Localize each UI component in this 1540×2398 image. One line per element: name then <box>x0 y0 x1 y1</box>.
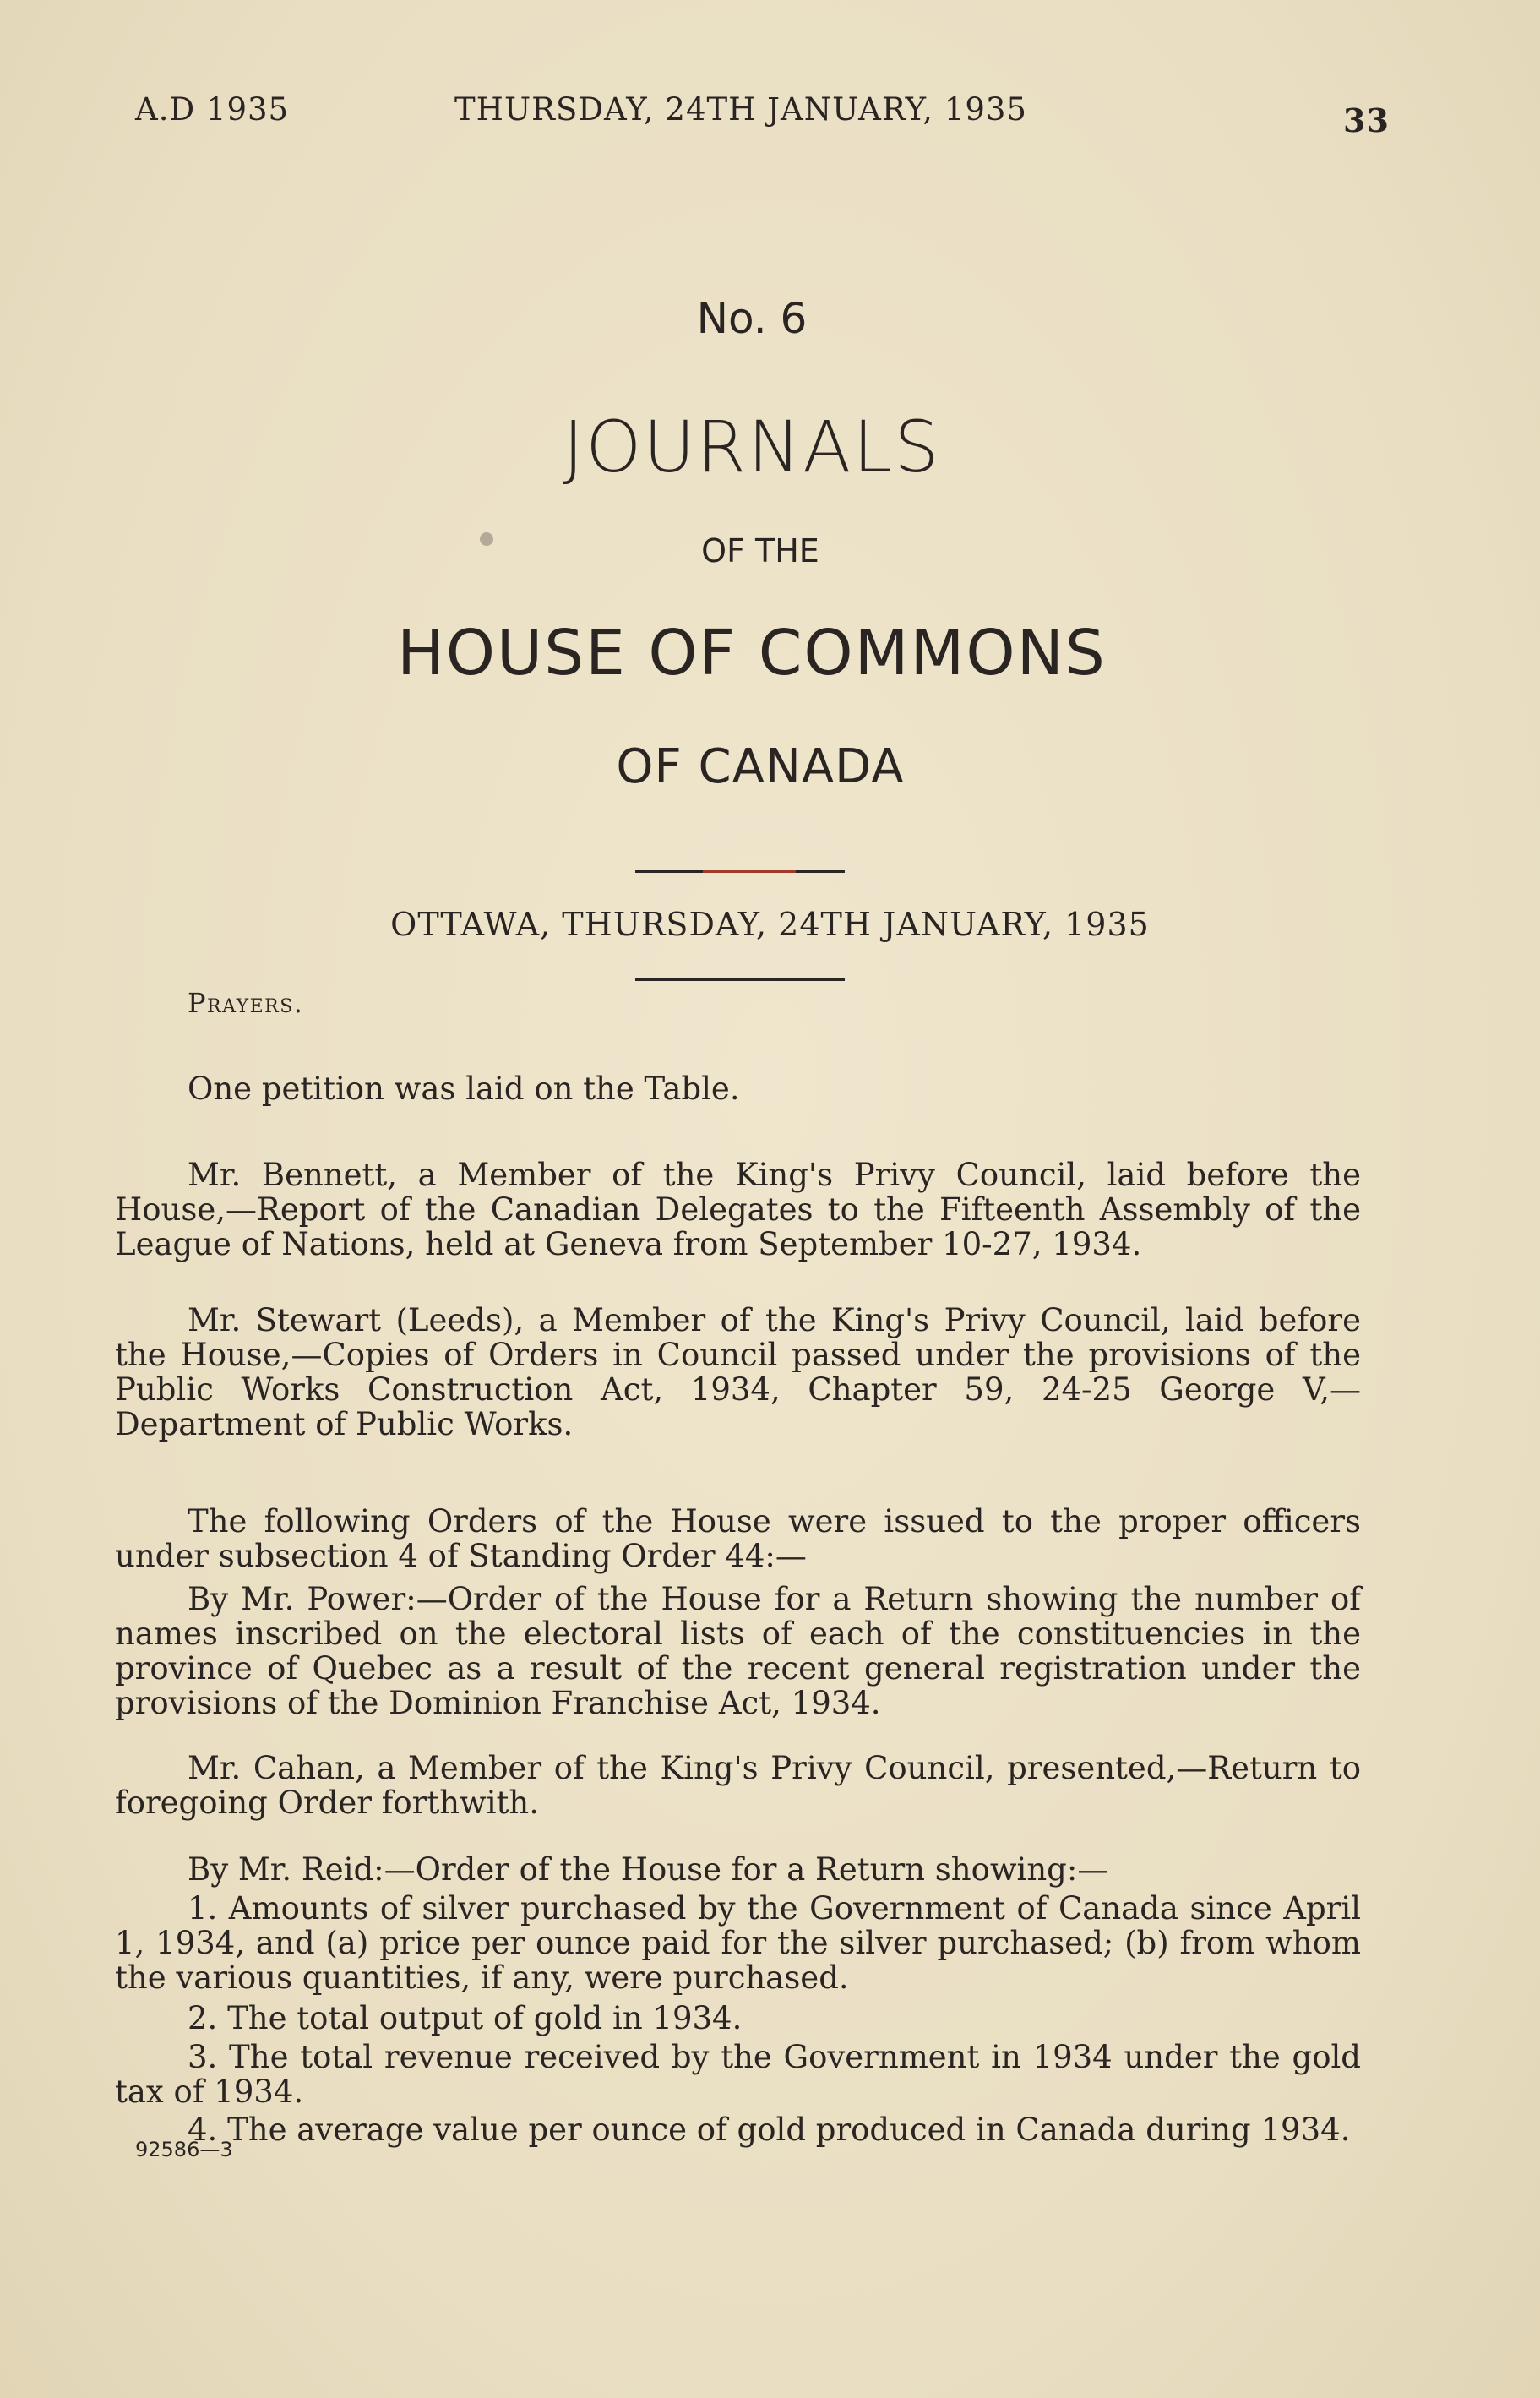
journal-number: No. 6 <box>696 294 808 343</box>
paragraph-cahan <box>115 1751 1361 1820</box>
running-head-year: A.D 1935 <box>135 91 290 128</box>
list-item-4 <box>115 2112 1361 2147</box>
paragraph-text: The following Orders of the House were issued to the proper officers under subsection 4 of Standing Order 44:— <box>115 1503 1361 1574</box>
paragraph-text: By Mr. Reid:—Order of the House for a Return showing:— <box>188 1851 1109 1888</box>
list-item-2 <box>115 2001 1361 2036</box>
paragraph-power <box>115 1582 1361 1720</box>
list-item-3 <box>115 2040 1361 2109</box>
journals-title: JOURNALS <box>563 406 941 488</box>
prayers-heading: Prayers. <box>188 987 304 1019</box>
of-the-line: OF THE <box>701 532 819 570</box>
dateline: OTTAWA, THURSDAY, 24TH JANUARY, 1935 <box>390 906 1150 943</box>
divider-rule-bottom <box>635 978 845 981</box>
paragraph-text: Mr. Cahan, a Member of the King's Privy Council, presented,—Return to foregoing Order forthwith. <box>115 1750 1361 1821</box>
printer-code: 92586—3 <box>135 2138 233 2161</box>
paragraph-text: 1. Amounts of silver purchased by the Government of Canada since April 1, 1934, and (a) price per ounce paid for the silver purchased; (b) from whom the various quantities, if any, were purchased. <box>115 1890 1361 1996</box>
divider-rule-top <box>635 870 845 873</box>
running-head <box>0 91 1540 142</box>
list-item-1 <box>115 1891 1361 1995</box>
of-canada-line: OF CANADA <box>616 739 905 794</box>
paragraph-stewart <box>115 1303 1361 1442</box>
page-number: 33 <box>1343 101 1390 139</box>
paragraph-bennett <box>115 1158 1361 1262</box>
paragraph-text: 2. The total output of gold in 1934. <box>188 2000 743 2036</box>
paragraph-text: 4. The average value per ounce of gold produced in Canada during 1934. <box>188 2112 1351 2148</box>
running-head-date: THURSDAY, 24TH JANUARY, 1935 <box>454 91 1027 128</box>
paragraph-text: One petition was laid on the Table. <box>188 1071 740 1107</box>
house-of-commons-title: HOUSE OF COMMONS <box>397 617 1107 689</box>
paragraph-text: Mr. Stewart (Leeds), a Member of the King's Privy Council, laid before the House,—Copies of Orders in Council passed under the provisions of the Public Works Construction Act, 1934, Chapter 59, 24-25 George V,—Department of Public Works. <box>115 1302 1361 1442</box>
paragraph-petition <box>115 1071 1361 1106</box>
paragraph-orders <box>115 1504 1361 1573</box>
paragraph-reid <box>115 1852 1361 1887</box>
paragraph-text: 3. The total revenue received by the Government in 1934 under the gold tax of 1934. <box>115 2039 1361 2110</box>
paragraph-text: By Mr. Power:—Order of the House for a Return showing the number of names inscribed on the electoral lists of each of the constituencies in the province of Quebec as a result of the recent general registration under the provisions of the Dominion Franchise Act, 1934. <box>115 1581 1361 1721</box>
paragraph-text: Mr. Bennett, a Member of the King's Privy Council, laid before the House,—Report of the Canadian Delegates to the Fifteenth Assembly of the League of Nations, held at Geneva from September 10-27, 1934. <box>115 1157 1361 1262</box>
